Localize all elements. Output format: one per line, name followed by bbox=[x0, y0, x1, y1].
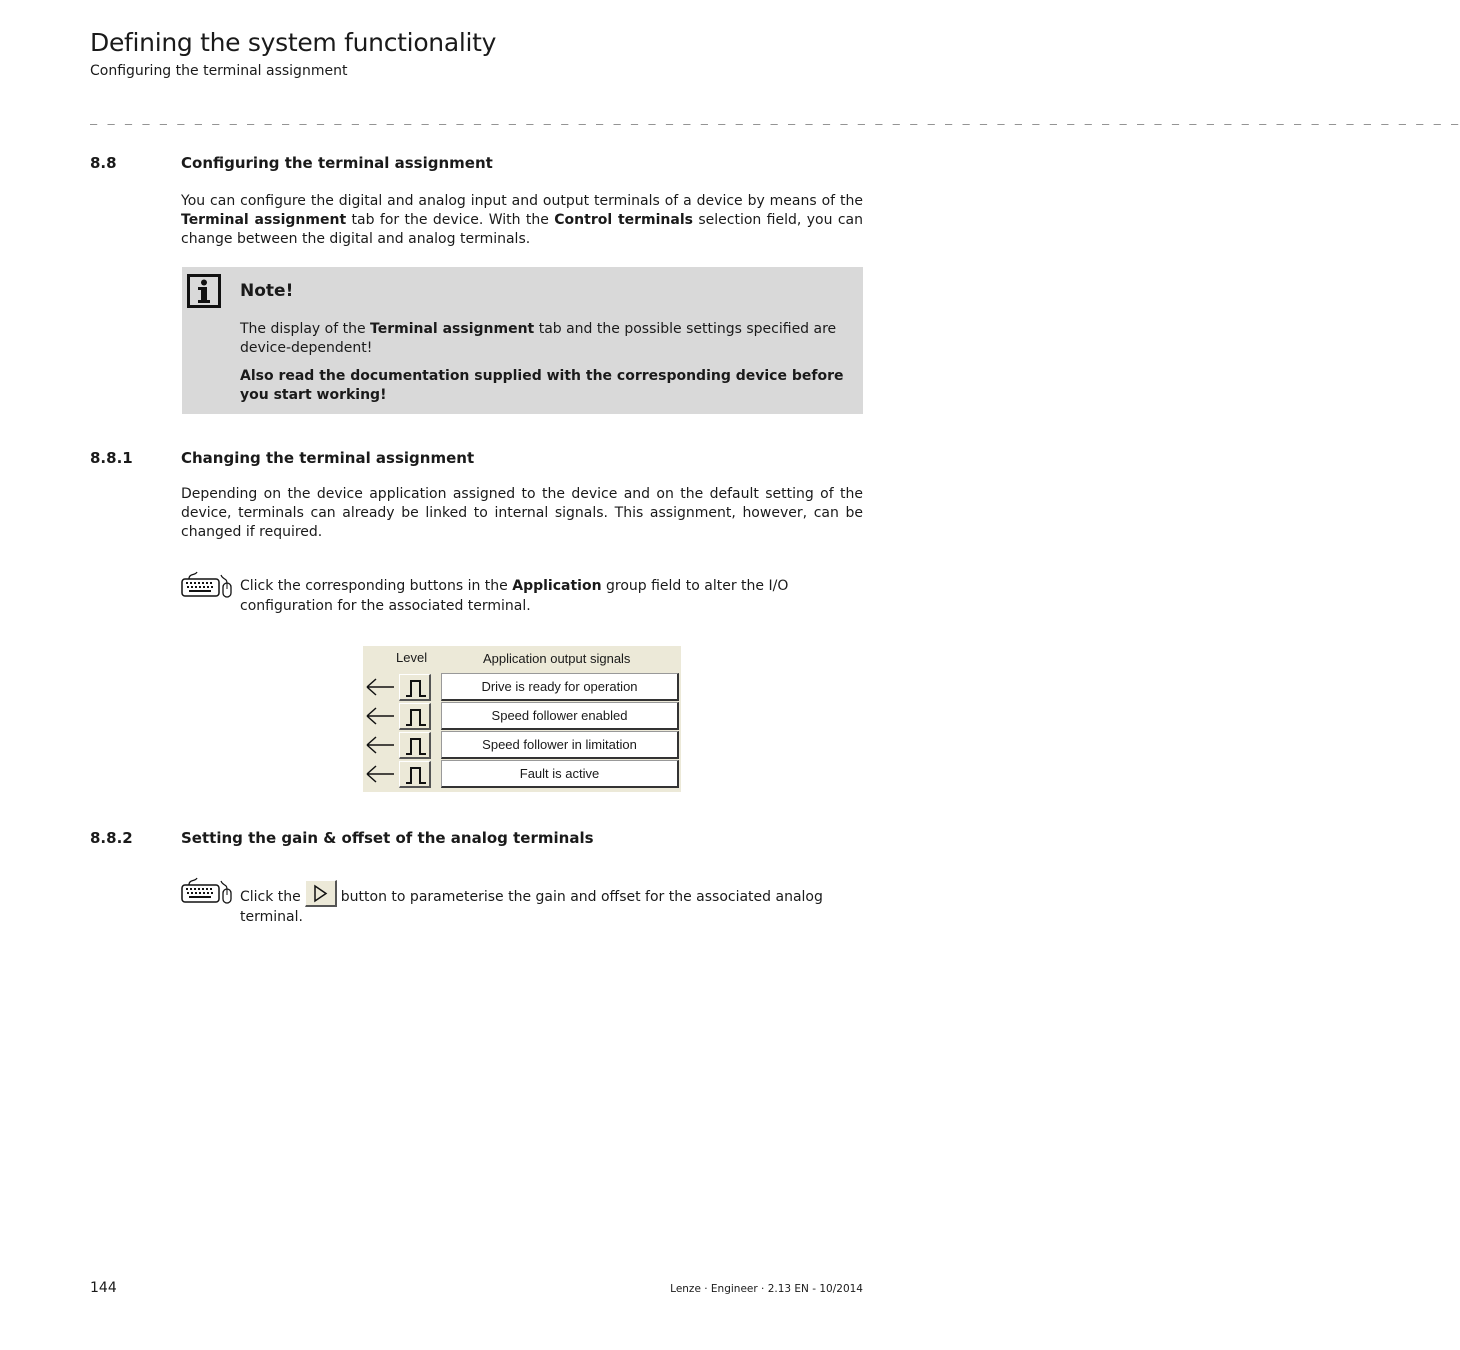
step-text: group field to alter the I/O configuration for the associated terminal. bbox=[240, 578, 789, 614]
pulse-icon bbox=[405, 736, 427, 756]
page-number: 144 bbox=[90, 1280, 117, 1296]
note-body bbox=[240, 320, 840, 358]
section-number: 8.8.2 bbox=[90, 829, 133, 847]
pulse-icon bbox=[405, 765, 427, 785]
keyboard-mouse-icon bbox=[181, 570, 233, 600]
step-bold: Application bbox=[512, 578, 602, 594]
para-bold: Control terminals bbox=[554, 212, 693, 228]
section-number: 8.8 bbox=[90, 154, 117, 172]
step-instruction bbox=[240, 576, 865, 616]
play-icon bbox=[314, 885, 328, 902]
terminal-row bbox=[363, 760, 681, 789]
level-button[interactable] bbox=[399, 674, 431, 701]
section-number: 8.8.1 bbox=[90, 449, 133, 467]
section-title: Changing the terminal assignment bbox=[181, 449, 475, 467]
section-title: Configuring the terminal assignment bbox=[181, 154, 493, 172]
page-subtitle: Configuring the terminal assignment bbox=[90, 63, 348, 79]
play-button[interactable] bbox=[305, 880, 337, 907]
note-box bbox=[182, 267, 863, 414]
note-warning: Also read the documentation supplied with the corresponding device before you start working! bbox=[240, 368, 844, 403]
level-column-header: Level bbox=[396, 650, 428, 665]
signals-column-header: Application output signals bbox=[483, 651, 631, 666]
terminal-row bbox=[363, 673, 681, 702]
header-rule: _ _ _ _ _ _ _ _ _ _ _ _ _ _ _ _ _ _ _ _ _ _ _ _ _ _ _ _ _ _ _ _ _ _ _ _ _ _ _ _ _ _ _ _ _ _ _ _ _ _ _ _ _ _ _ _ _ _ _ _ _ _ _ _ _ _ _ _ _ _ _ _ _ _ _ _ _ _ _ bbox=[90, 111, 1460, 125]
step-instruction bbox=[240, 880, 840, 927]
note-bold: Terminal assignment bbox=[370, 321, 535, 337]
note-title: Note! bbox=[240, 281, 294, 301]
terminal-assignment-panel bbox=[363, 646, 681, 792]
section-title: Setting the gain & offset of the analog terminals bbox=[181, 829, 594, 847]
step-text: button to parameterise the gain and offset for the associated analog terminal. bbox=[240, 889, 823, 925]
level-button[interactable] bbox=[399, 703, 431, 730]
para-bold: Terminal assignment bbox=[181, 212, 347, 228]
terminal-row bbox=[363, 702, 681, 731]
para-text: tab for the device. With the bbox=[346, 212, 555, 228]
terminal-row bbox=[363, 731, 681, 760]
note-text: tab and the possible settings specified are device-dependent! bbox=[240, 321, 837, 356]
page-title: Defining the system functionality bbox=[90, 28, 497, 57]
section-paragraph bbox=[181, 192, 863, 249]
signal-button[interactable]: Drive is ready for operation bbox=[441, 673, 679, 701]
level-button[interactable] bbox=[399, 732, 431, 759]
pulse-icon bbox=[405, 678, 427, 698]
para-text: You can configure the digital and analog input and output terminals of a device by means of the bbox=[181, 193, 863, 209]
note-text: The display of the bbox=[240, 321, 371, 337]
publisher-info: Lenze · Engineer · 2.13 EN - 10/2014 bbox=[670, 1283, 863, 1295]
left-arrow-icon bbox=[365, 764, 395, 784]
note-icon bbox=[187, 274, 221, 308]
level-button[interactable] bbox=[399, 761, 431, 788]
para-text: selection field, you can change between the digital and analog terminals. bbox=[181, 212, 863, 247]
pulse-icon bbox=[405, 707, 427, 727]
section-paragraph: Depending on the device application assigned to the device and on the default setting of the device, terminals can already be linked to internal signals. This assignment, however, can be changed if required. bbox=[181, 486, 863, 540]
left-arrow-icon bbox=[365, 677, 395, 697]
signal-button[interactable]: Speed follower in limitation bbox=[441, 731, 679, 759]
left-arrow-icon bbox=[365, 706, 395, 726]
step-text: Click the corresponding buttons in the bbox=[240, 578, 513, 594]
left-arrow-icon bbox=[365, 735, 395, 755]
signal-button[interactable]: Speed follower enabled bbox=[441, 702, 679, 730]
signal-button[interactable]: Fault is active bbox=[441, 760, 679, 788]
keyboard-mouse-icon bbox=[181, 876, 233, 906]
step-text: Click the bbox=[240, 889, 301, 905]
